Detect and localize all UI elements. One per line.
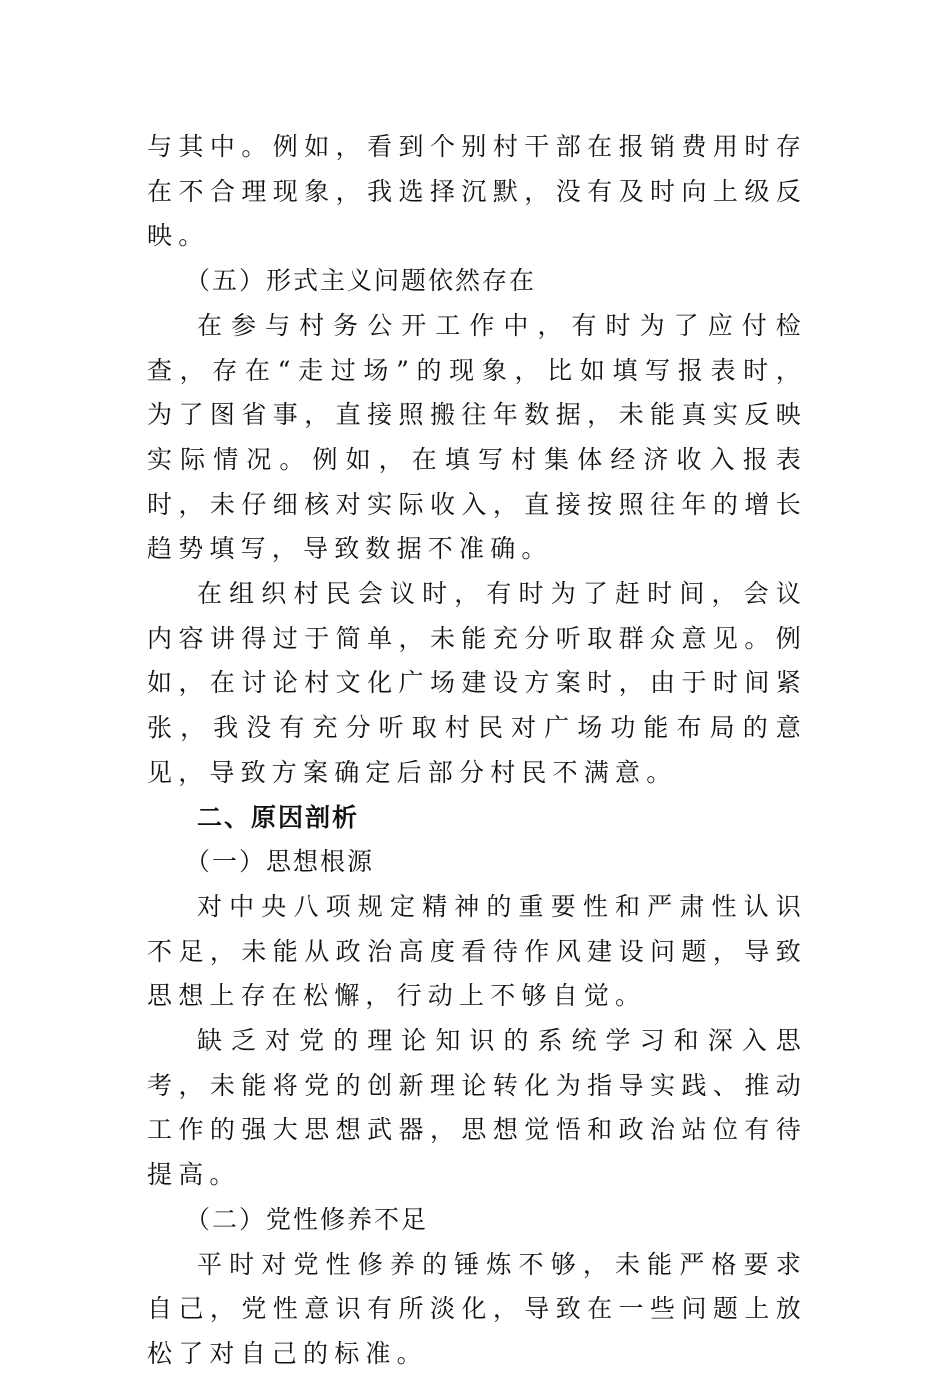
paragraph-villager-meeting: 在组织村民会议时，有时为了赶时间，会议内容讲得过于简单，未能充分听取群众意见。例如，在讨论村文化广场建设方案时，由于时间紧张，我没有充分听取村民对广场功能布局的意见，导致方案确定后部分村民不满意。 [147, 579, 807, 787]
subheading-formalism: （五）形式主义问题依然存在 [185, 266, 537, 296]
paragraph-village-affairs: 在参与村务公开工作中，有时为了应付检查，存在“走过场”的现象，比如填写报表时，为了图省事，直接照搬往年数据，未能真实反映实际情况。例如，在填写村集体经济收入报表时，未仔细核对实际收入，直接按照往年的增长趋势填写，导致数据不准确。 [147, 310, 807, 564]
subheading-ideological-roots: （一）思想根源 [185, 847, 375, 877]
subheading-party-cultivation: （二）党性修养不足 [185, 1204, 429, 1234]
paragraph-continuation: 与其中。例如，看到个别村干部在报销费用时存在不合理现象，我选择沉默，没有及时向上级反映。 [147, 132, 807, 251]
paragraph-eight-regulations: 对中央八项规定精神的重要性和严肃性认识不足，未能从政治高度看待作风建设问题，导致思想上存在松懈，行动上不够自觉。 [147, 891, 807, 1011]
document-body [147, 125, 807, 1377]
paragraph-theory-study: 缺乏对党的理论知识的系统学习和深入思考，未能将党的创新理论转化为指导实践、推动工作的强大思想武器，思想觉悟和政治站位有待提高。 [147, 1026, 807, 1190]
section-heading-cause-analysis: 二、原因剖析 [197, 802, 360, 832]
paragraph-party-spirit: 平时对党性修养的锤炼不够，未能严格要求自己，党性意识有所淡化，导致在一些问题上放松了对自己的标准。 [147, 1249, 807, 1368]
